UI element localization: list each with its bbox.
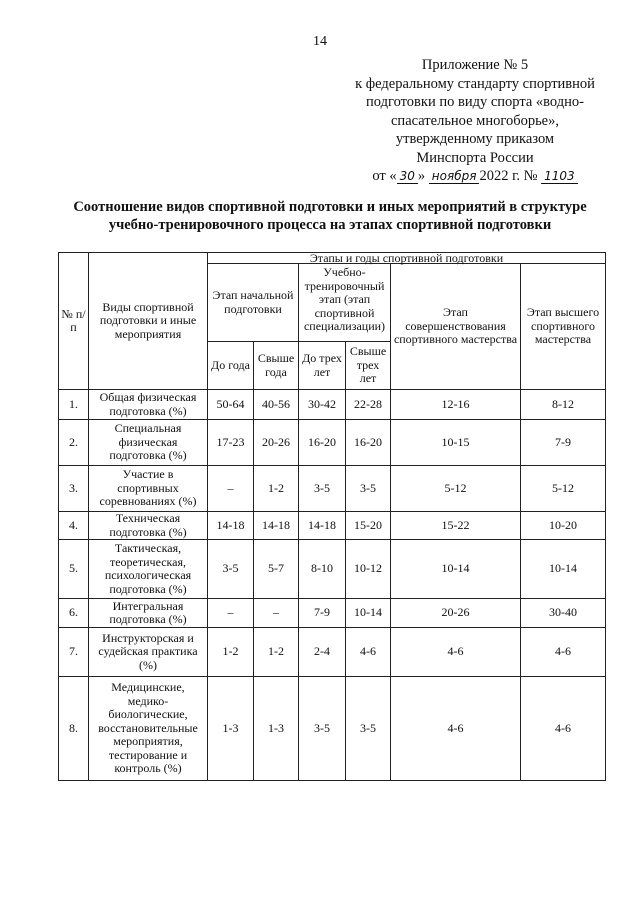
table-row (59, 420, 606, 466)
row-value: 4-6 (391, 628, 521, 677)
row-value: 4-6 (346, 628, 391, 677)
row-number: 4. (59, 512, 89, 540)
header-initial-stage: Этап начальной подготовки (208, 264, 299, 342)
row-value: 20-26 (254, 420, 299, 466)
row-value: 30-40 (521, 599, 606, 628)
table-row (59, 677, 606, 781)
row-number: 7. (59, 628, 89, 677)
row-value: 2-4 (299, 628, 346, 677)
header-improvement-stage: Этап совершенствования спортивного мастерства (391, 264, 521, 390)
header-training-stage: Учебно-тренировочный этап (этап спортивной специализации) (299, 264, 391, 342)
row-number: 8. (59, 677, 89, 781)
row-value: 30-42 (299, 390, 346, 420)
table-row (59, 540, 606, 599)
row-value: 10-15 (391, 420, 521, 466)
handwritten-month: ноября (429, 169, 480, 184)
row-type: Техническая подготовка (%) (89, 512, 208, 540)
row-value: 50-64 (208, 390, 254, 420)
row-number: 1. (59, 390, 89, 420)
header-line: утвержденному приказом (395, 131, 555, 147)
row-value: 12-16 (391, 390, 521, 420)
row-value: 20-26 (391, 599, 521, 628)
training-ratio-table (58, 252, 606, 781)
row-value: 8-10 (299, 540, 346, 599)
table-row (59, 390, 606, 420)
row-type: Интегральная подготовка (%) (89, 599, 208, 628)
row-value: 16-20 (299, 420, 346, 466)
row-value: 14-18 (299, 512, 346, 540)
row-type: Участие в спортивных соревнованиях (%) (89, 466, 208, 512)
row-value: 1-3 (254, 677, 299, 781)
subheader: Свыше года (254, 342, 299, 390)
row-value: 3-5 (299, 677, 346, 781)
row-value: 5-12 (391, 466, 521, 512)
row-value: 1-2 (254, 466, 299, 512)
table-row (59, 599, 606, 628)
row-type: Медицинские, медико-биологические, восстановительные мероприятия, тестирование и контроль (%) (89, 677, 208, 781)
row-value: 14-18 (254, 512, 299, 540)
row-value: 3-5 (299, 466, 346, 512)
row-value: 10-12 (346, 540, 391, 599)
row-value: 1-2 (254, 628, 299, 677)
title-line: Соотношение видов спортивной подготовки и иных мероприятий в структуре (73, 199, 587, 215)
title-line: учебно-тренировочного процесса на этапах спортивной подготовки (108, 217, 552, 233)
row-value: – (254, 599, 299, 628)
row-value: 1-2 (208, 628, 254, 677)
row-type: Инструкторская и судейская практика (%) (89, 628, 208, 677)
document-title (40, 198, 620, 234)
row-number: 6. (59, 599, 89, 628)
row-value: 4-6 (521, 628, 606, 677)
appendix-header (330, 56, 620, 186)
row-value: 10-14 (521, 540, 606, 599)
row-value: 17-23 (208, 420, 254, 466)
row-value: 7-9 (299, 599, 346, 628)
date-mid: » (417, 168, 426, 184)
header-number: № п/п (59, 253, 89, 390)
header-line: к федеральному стандарту спортивной (355, 75, 595, 92)
table-row (59, 466, 606, 512)
header-stages: Этапы и годы спортивной подготовки (208, 253, 606, 264)
row-value: 14-18 (208, 512, 254, 540)
header-line: подготовки по виду спорта «водно- (366, 94, 584, 110)
row-type: Общая физическая подготовка (%) (89, 390, 208, 420)
handwritten-day: 30 (397, 169, 418, 184)
header-line: спасательное многоборье», (391, 112, 559, 129)
row-value: 16-20 (346, 420, 391, 466)
row-value: 1-3 (208, 677, 254, 781)
header-higher-stage: Этап высшего спортивного мастерства (521, 264, 606, 390)
page-number: 14 (313, 34, 327, 49)
header-types: Виды спортивной подготовки и иные мероприятия (89, 253, 208, 390)
row-value: 7-9 (521, 420, 606, 466)
row-value: – (208, 466, 254, 512)
row-value: 5-7 (254, 540, 299, 599)
row-value: 4-6 (521, 677, 606, 781)
row-value: 10-14 (391, 540, 521, 599)
row-number: 5. (59, 540, 89, 599)
row-value: 10-14 (346, 599, 391, 628)
row-number: 3. (59, 466, 89, 512)
row-value: 3-5 (208, 540, 254, 599)
row-value: 4-6 (391, 677, 521, 781)
row-value: 22-28 (346, 390, 391, 420)
table-row (59, 512, 606, 540)
subheader: До года (208, 342, 254, 390)
row-value: 40-56 (254, 390, 299, 420)
handwritten-order-number: 1103 (541, 169, 578, 184)
date-prefix: от « (372, 168, 397, 184)
row-value: 3-5 (346, 677, 391, 781)
row-value: 10-20 (521, 512, 606, 540)
header-line: Минспорта России (416, 149, 534, 166)
row-number: 2. (59, 420, 89, 466)
date-year: 2022 г. № (479, 168, 538, 184)
row-value: 15-20 (346, 512, 391, 540)
subheader: До трех лет (299, 342, 346, 390)
row-value: – (208, 599, 254, 628)
header-line: Приложение № 5 (421, 57, 529, 73)
order-date-line (330, 167, 620, 186)
row-type: Тактическая, теоретическая, психологическая подготовка (%) (89, 540, 208, 599)
table-row (59, 628, 606, 677)
row-value: 15-22 (391, 512, 521, 540)
subheader: Свыше трех лет (346, 342, 391, 390)
row-type: Специальная физическая подготовка (%) (89, 420, 208, 466)
row-value: 8-12 (521, 390, 606, 420)
row-value: 5-12 (521, 466, 606, 512)
row-value: 3-5 (346, 466, 391, 512)
